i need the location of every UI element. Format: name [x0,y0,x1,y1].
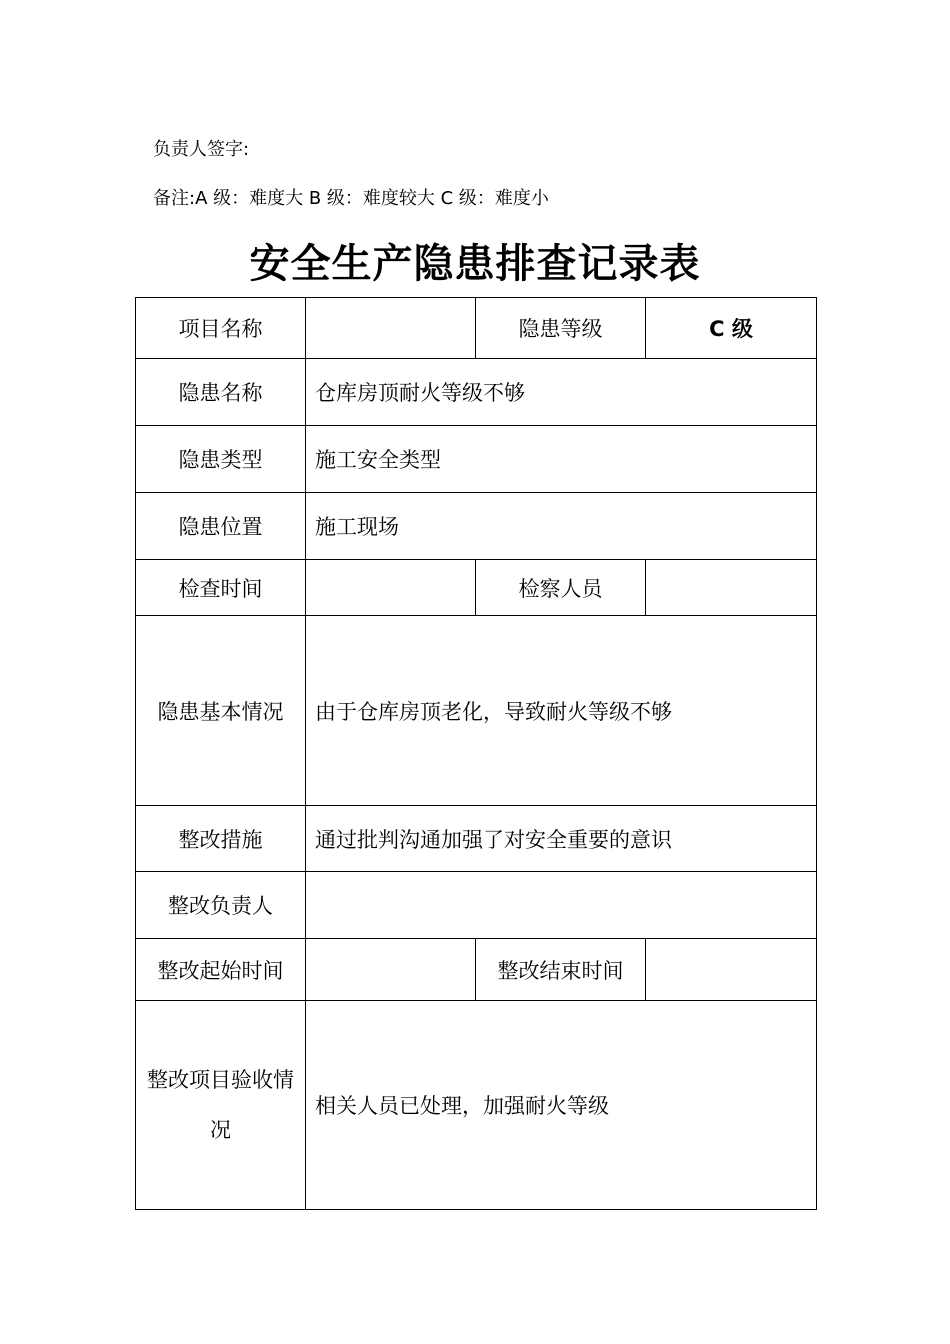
hazard-type-value: 施工安全类型 [306,426,817,493]
table-row [136,872,817,939]
table-row [136,493,817,560]
remark-note: 备注:A 级：难度大 B 级：难度较大 C 级：难度小 [153,188,549,209]
page-title: 安全生产隐患排查记录表 [249,241,701,287]
end-time-value [646,939,817,1001]
project-name-label: 项目名称 [136,298,306,359]
basic-situation-label: 隐患基本情况 [136,616,306,806]
table-row [136,298,817,359]
table-row [136,560,817,616]
hazard-level-value: C 级 [646,298,817,359]
hazard-name-value: 仓库房顶耐火等级不够 [306,359,817,426]
acceptance-value: 相关人员已处理，加强耐火等级 [306,1001,817,1210]
rectifier-label: 整改负责人 [136,872,306,939]
rectifier-value [306,872,817,939]
measures-label: 整改措施 [136,806,306,872]
inspection-time-value [306,560,476,616]
inspector-value [646,560,817,616]
acceptance-label-cell [136,1001,306,1210]
hazard-name-label: 隐患名称 [136,359,306,426]
hazard-type-label: 隐患类型 [136,426,306,493]
start-time-value [306,939,476,1001]
table-row [136,616,817,806]
table-row [136,426,817,493]
inspector-label: 检察人员 [476,560,646,616]
table-row [136,806,817,872]
end-time-label: 整改结束时间 [476,939,646,1001]
hazard-location-value: 施工现场 [306,493,817,560]
inspection-time-label: 检查时间 [136,560,306,616]
start-time-label: 整改起始时间 [136,939,306,1001]
table-row [136,939,817,1001]
hazard-record-table [135,297,817,1210]
signature-label: 负责人签字: [153,139,250,160]
project-name-value [306,298,476,359]
table-row [136,1001,817,1210]
measures-value: 通过批判沟通加强了对安全重要的意识 [306,806,817,872]
basic-situation-value: 由于仓库房顶老化，导致耐火等级不够 [306,616,817,806]
hazard-location-label: 隐患位置 [136,493,306,560]
acceptance-label: 整改项目验收情况 [147,1068,294,1142]
hazard-level-label: 隐患等级 [476,298,646,359]
table-row [136,359,817,426]
